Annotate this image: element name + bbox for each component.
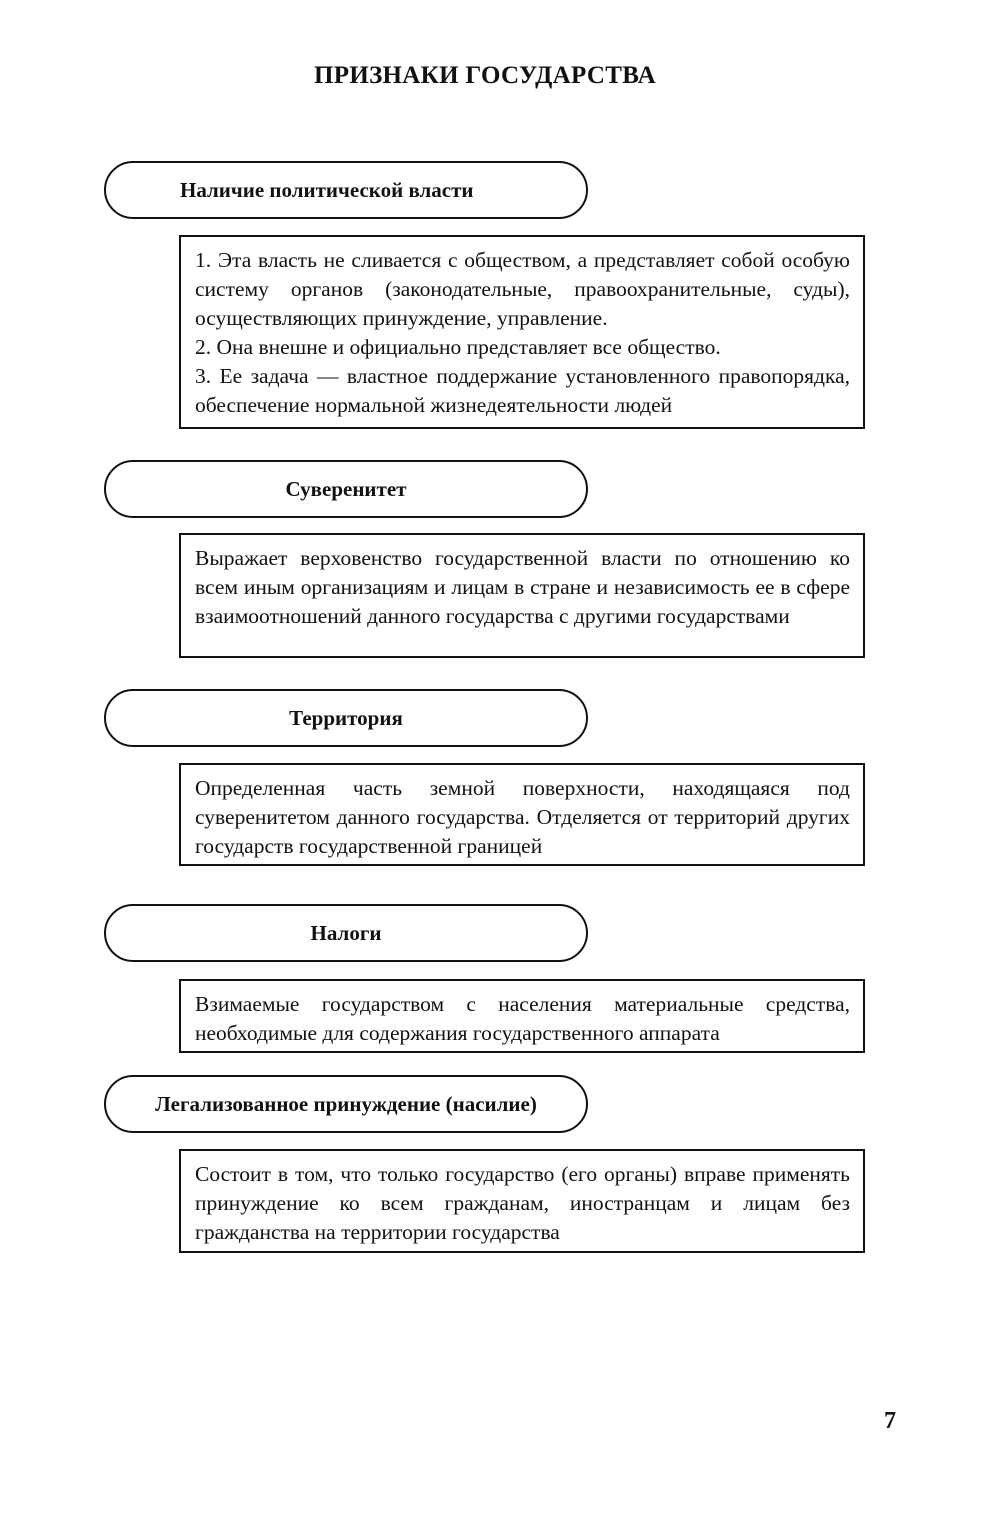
section-heading-sovereignty <box>104 460 588 518</box>
section-heading-label: Территория <box>289 705 403 730</box>
description-line: 3. Ее задача — властное поддержание установленного правопорядка, обеспечение нормальной жизнедеятельности людей <box>195 364 850 417</box>
section-heading-territory <box>104 689 588 747</box>
section-heading-label: Наличие политической власти <box>180 177 474 202</box>
page-title: ПРИЗНАКИ ГОСУДАРСТВА <box>314 62 656 89</box>
section-heading-label: Налоги <box>310 920 382 945</box>
section-description-sovereignty <box>179 533 865 658</box>
section-heading-political-power <box>104 161 588 219</box>
description-line: Выражает верховенство государственной власти по отношению ко всем иным организациям и лицам в стране и независимость ее в сфере взаимоотношений данного государства с другими государствами <box>195 546 850 628</box>
section-heading-legalized-coercion <box>104 1075 588 1133</box>
section-heading-label: Легализованное принуждение (насилие) <box>155 1091 537 1116</box>
section-description-territory <box>179 763 865 866</box>
section-description-taxes <box>179 979 865 1053</box>
description-line: Определенная часть земной поверхности, находящаяся под суверенитетом данного государства. Отделяется от территорий других государств государственной границей <box>195 776 850 858</box>
section-description-political-power <box>179 235 865 429</box>
description-line: Состоит в том, что только государство (его органы) вправе применять принуждение ко всем гражданам, иностранцам и лицам без гражданства на территории государства <box>195 1162 850 1244</box>
section-heading-taxes <box>104 904 588 962</box>
description-line: Взимаемые государством с населения материальные средства, необходимые для содержания государственного аппарата <box>195 992 850 1045</box>
description-line: 2. Она внешне и официально представляет все общество. <box>195 335 721 359</box>
section-heading-label: Суверенитет <box>285 476 407 501</box>
description-line: 1. Эта власть не сливается с обществом, а представляет собой особую систему органов (законодательные, правоохранительные, суды), осуществляющих принуждение, управление. <box>195 248 850 330</box>
page-number: 7 <box>884 1408 896 1434</box>
section-description-legalized-coercion <box>179 1149 865 1253</box>
